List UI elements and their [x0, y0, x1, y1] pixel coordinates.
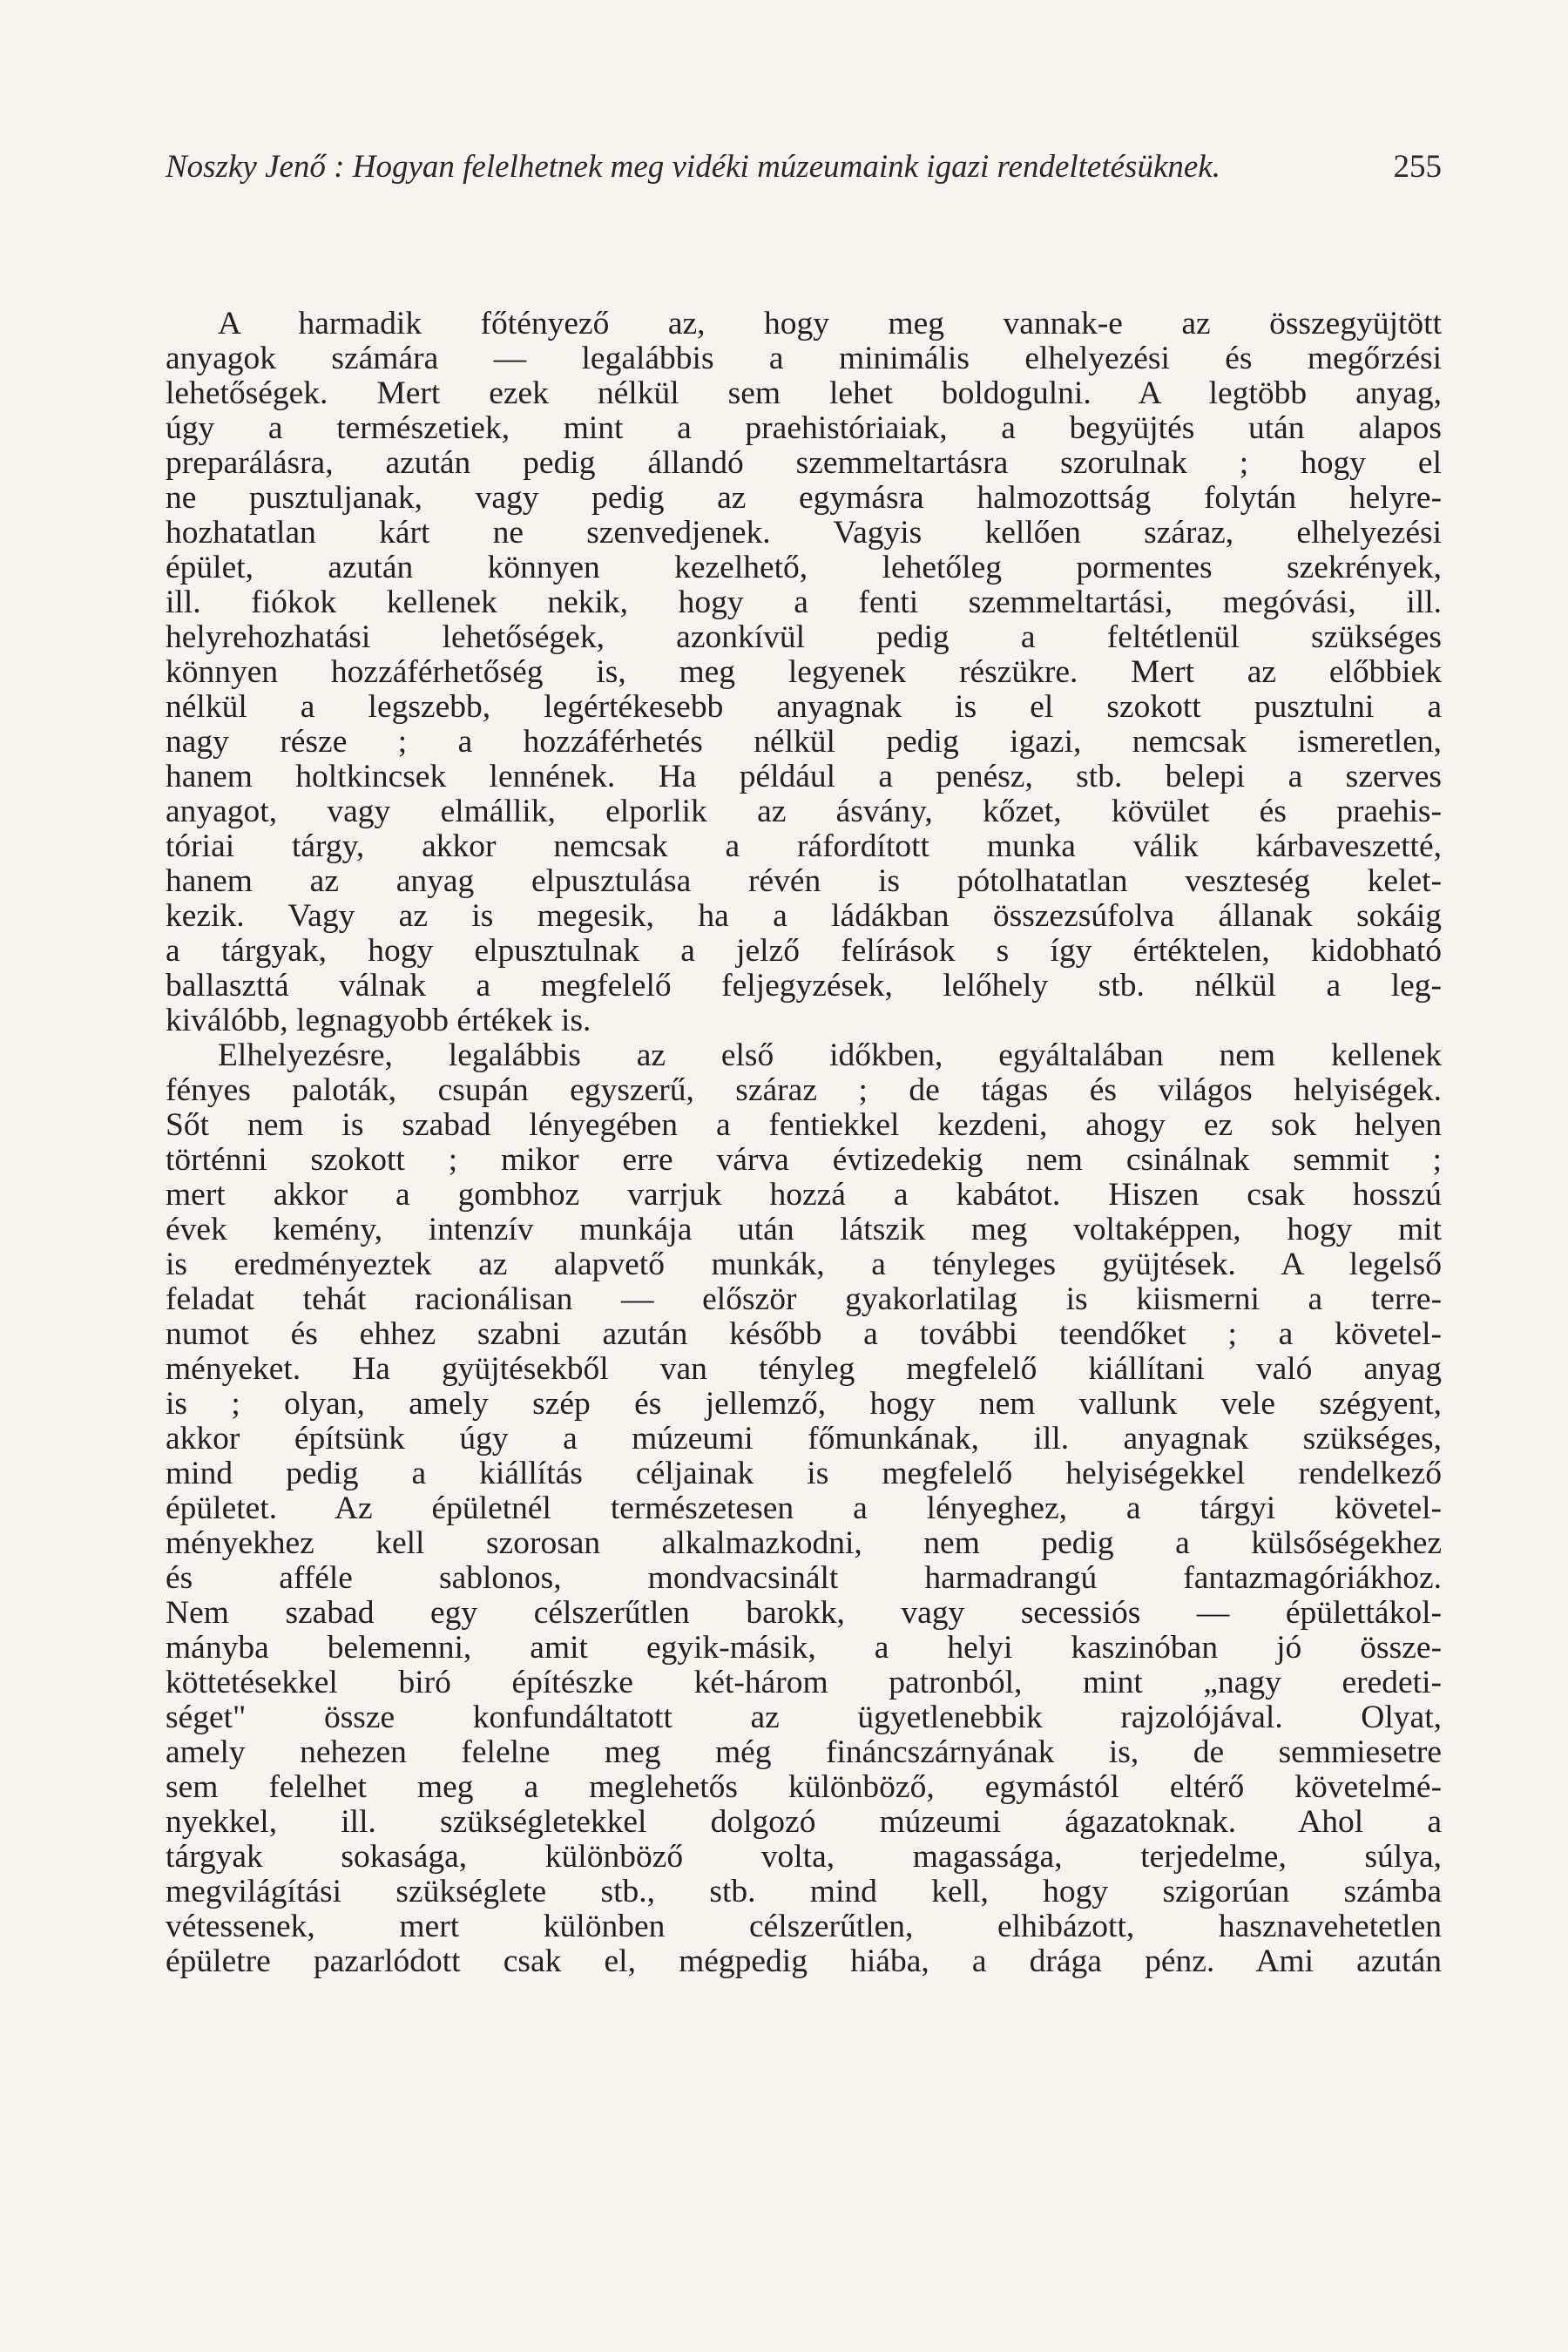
text-line: köttetésekkel biró építészke két-három patronból, mint „nagy eredeti-: [166, 1666, 1442, 1700]
text-line: mert akkor a gombhoz varrjuk hozzá a kabátot. Hiszen csak hosszú: [166, 1178, 1442, 1213]
text-line: Nem szabad egy célszerűtlen barokk, vagy secessiós — épülettákol-: [166, 1596, 1442, 1631]
text-line: hanem az anyag elpusztulása révén is pótolhatatlan veszteség kelet-: [166, 864, 1442, 899]
text-line: ne pusztuljanak, vagy pedig az egymásra halmozottság folytán helyre-: [166, 481, 1442, 516]
text-line: épületre pazarlódott csak el, mégpedig hiába, a drága pénz. Ami azután: [166, 1944, 1442, 1979]
text-line: nyekkel, ill. szükségletekkel dolgozó múzeumi ágazatoknak. Ahol a: [166, 1805, 1442, 1840]
text-line: a tárgyak, hogy elpusztulnak a jelző felírások s így értéktelen, kidobható: [166, 934, 1442, 969]
text-line: anyagot, vagy elmállik, elporlik az ásvány, kőzet, kövület és praehis-: [166, 794, 1442, 829]
text-line: hozhatatlan kárt ne szenvedjenek. Vagyis kellően száraz, elhelyezési: [166, 516, 1442, 551]
text-line: ballaszttá válnak a megfelelő feljegyzések, lelőhely stb. nélkül a leg-: [166, 969, 1442, 1004]
text-line: is eredményeztek az alapvető munkák, a tényleges gyüjtések. A legelső: [166, 1247, 1442, 1282]
text-line: Sőt nem is szabad lényegében a fentiekkel kezdeni, ahogy ez sok helyen: [166, 1108, 1442, 1143]
text-line: kiválóbb, legnagyobb értékek is.: [166, 1004, 591, 1038]
text-line: épület, azután könnyen kezelhető, lehetőleg pormentes szekrények,: [166, 551, 1442, 585]
text-line: séget" össze konfundáltatott az ügyetlenebbik rajzolójával. Olyat,: [166, 1700, 1442, 1735]
paragraph-1: [166, 307, 1442, 1038]
text-line: évek kemény, intenzív munkája után látszik meg voltaképpen, hogy mit: [166, 1213, 1442, 1247]
text-line: anyagok számára — legalábbis a minimális elhelyezési és megőrzési: [166, 341, 1442, 376]
paragraph-2: [166, 1038, 1442, 1979]
text-line: feladat tehát racionálisan — először gyakorlatilag is kiismerni a terre-: [166, 1282, 1442, 1317]
text-line: könnyen hozzáférhetőség is, meg legyenek részükre. Mert az előbbiek: [166, 655, 1442, 690]
page-number: 255: [1393, 149, 1442, 185]
text-line: történni szokott ; mikor erre várva évtizedekig nem csinálnak semmit ;: [166, 1143, 1442, 1178]
text-line: megvilágítási szükséglete stb., stb. mind kell, hogy szigorúan számba: [166, 1875, 1442, 1909]
body-text: [166, 307, 1442, 1979]
text-line: Elhelyezésre, legalábbis az első időkben, egyáltalában nem kellenek: [218, 1038, 1442, 1073]
running-header-title: Noszky Jenő : Hogyan felelhetnek meg vidéki múzeumaink igazi rendeltetésüknek.: [166, 149, 1220, 185]
text-line: vétessenek, mert különben célszerűtlen, elhibázott, hasznavehetetlen: [166, 1909, 1442, 1944]
text-line: nélkül a legszebb, legértékesebb anyagnak is el szokott pusztulni a: [166, 690, 1442, 725]
text-line: A harmadik főtényező az, hogy meg vannak-e az összegyüjtött: [218, 307, 1442, 341]
text-line: nagy része ; a hozzáférhetés nélkül pedig igazi, nemcsak ismeretlen,: [166, 725, 1442, 760]
text-line: mányba belemenni, amit egyik-másik, a helyi kaszinóban jó össze-: [166, 1631, 1442, 1666]
text-line: is ; olyan, amely szép és jellemző, hogy nem vallunk vele szégyent,: [166, 1387, 1442, 1422]
text-line: tóriai tárgy, akkor nemcsak a ráfordított munka válik kárbaveszetté,: [166, 829, 1442, 864]
text-line: ményekhez kell szorosan alkalmazkodni, nem pedig a külsőségekhez: [166, 1526, 1442, 1561]
text-line: sem felelhet meg a meglehetős különböző, egymástól eltérő követelmé-: [166, 1770, 1442, 1805]
text-line: ill. fiókok kellenek nekik, hogy a fenti szemmeltartási, megóvási, ill.: [166, 585, 1442, 620]
running-header: [166, 148, 1442, 200]
text-line: fényes paloták, csupán egyszerű, száraz ; de tágas és világos helyiségek.: [166, 1073, 1442, 1108]
text-line: kezik. Vagy az is megesik, ha a ládákban összezsúfolva állanak sokáig: [166, 899, 1442, 934]
text-line: hanem holtkincsek lennének. Ha például a penész, stb. belepi a szerves: [166, 760, 1442, 794]
text-line: preparálásra, azután pedig állandó szemmeltartásra szorulnak ; hogy el: [166, 446, 1442, 481]
text-line: amely nehezen felelne meg még fináncszárnyának is, de semmiesetre: [166, 1735, 1442, 1770]
text-line: épületet. Az épületnél természetesen a lényeghez, a tárgyi követel-: [166, 1491, 1442, 1526]
text-line: helyrehozhatási lehetőségek, azonkívül pedig a feltétlenül szükséges: [166, 620, 1442, 655]
text-line: mind pedig a kiállítás céljainak is megfelelő helyiségekkel rendelkező: [166, 1456, 1442, 1491]
text-line: ményeket. Ha gyüjtésekből van tényleg megfelelő kiállítani való anyag: [166, 1352, 1442, 1387]
text-line: és afféle sablonos, mondvacsinált harmadrangú fantazmagóriákhoz.: [166, 1561, 1442, 1596]
text-line: tárgyak sokasága, különböző volta, magassága, terjedelme, súlya,: [166, 1840, 1442, 1875]
text-line: lehetőségek. Mert ezek nélkül sem lehet boldogulni. A legtöbb anyag,: [166, 376, 1442, 411]
text-line: akkor építsünk úgy a múzeumi főmunkának, ill. anyagnak szükséges,: [166, 1422, 1442, 1456]
text-line: úgy a természetiek, mint a praehistóriaiak, a begyüjtés után alapos: [166, 411, 1442, 446]
text-line: numot és ehhez szabni azután később a további teendőket ; a követel-: [166, 1317, 1442, 1352]
